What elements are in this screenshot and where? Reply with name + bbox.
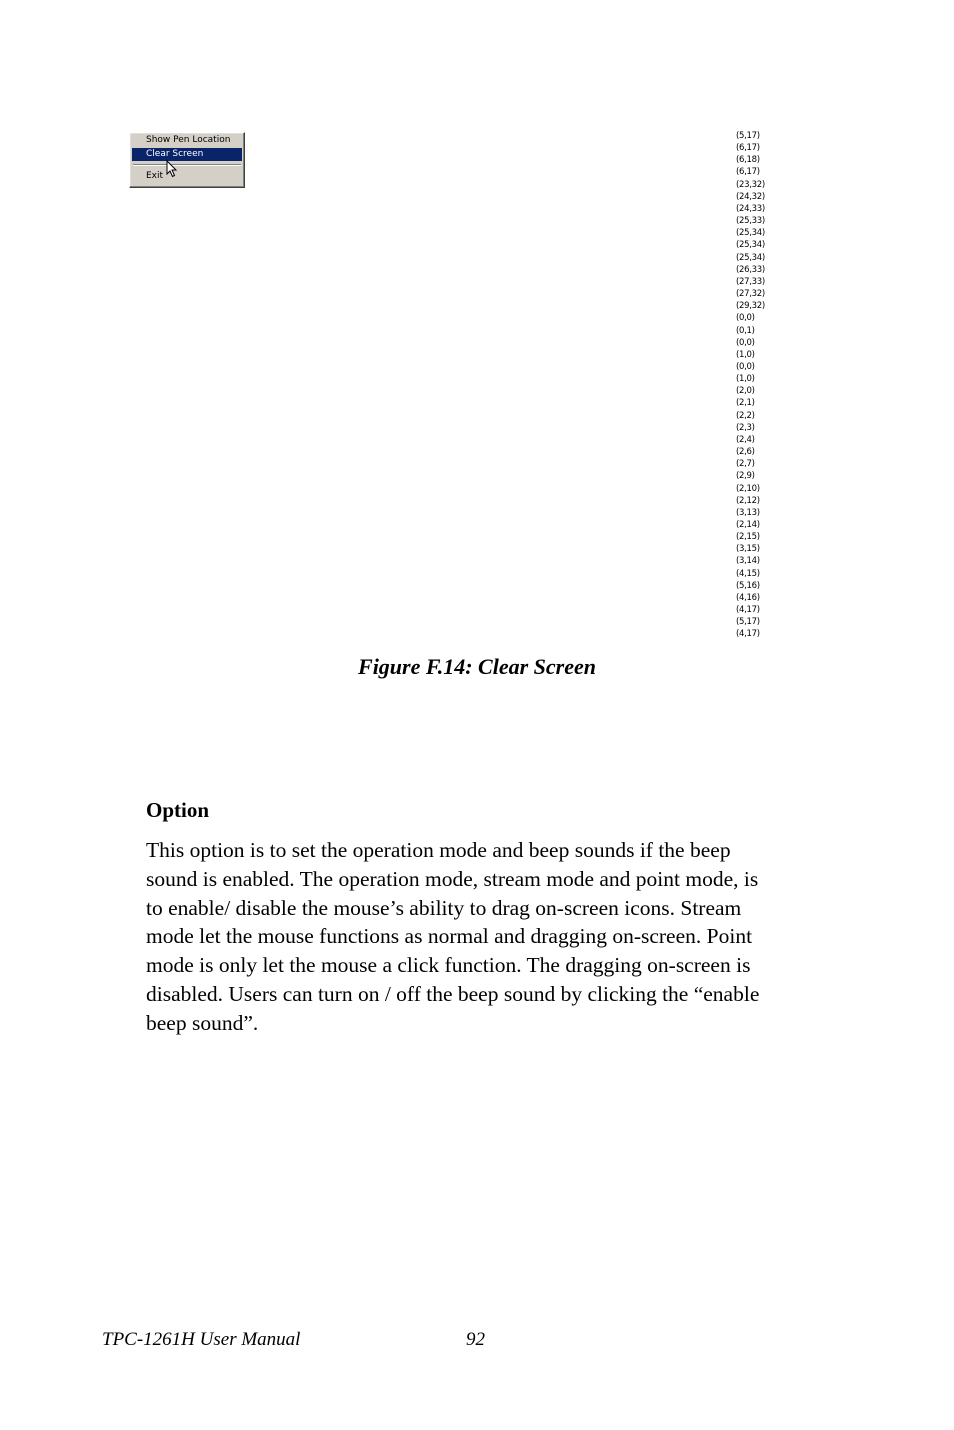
coordinate-entry: (2,14)	[736, 520, 760, 530]
coordinate-entry: (3,15)	[736, 544, 760, 555]
body-line: This option is to set the operation mode and beep sounds if the beep	[146, 838, 731, 862]
coordinate-entry: (24,32)	[736, 191, 765, 202]
coordinate-entry: (2,7)	[736, 459, 755, 470]
body-line: mode let the mouse functions as normal and dragging on-screen. Point	[146, 924, 753, 949]
coordinate-entry: (24,33)	[736, 203, 765, 214]
coordinate-entry: (0,0)	[736, 313, 755, 324]
context-menu	[129, 132, 245, 188]
coordinate-entry: (2,12)	[736, 495, 760, 506]
figure-caption: Figure F.14: Clear Screen	[358, 654, 596, 679]
coordinate-entry: (2,3)	[736, 422, 755, 433]
body-line: sound is enabled. The operation mode, stream mode and point mode, is	[146, 866, 759, 891]
coordinate-entry: (1,0)	[736, 349, 755, 360]
menu-item-exit[interactable]: Exit	[146, 171, 164, 181]
body-line: to enable/ disable the mouse’s ability to drag on-screen icons. Stream	[146, 895, 742, 920]
coordinate-entry: (23,32)	[736, 179, 765, 190]
body-line: mode is only let the mouse a click function. The dragging on-screen is	[146, 953, 751, 978]
coordinate-entry: (5,16)	[736, 580, 760, 591]
pen-location-list	[736, 130, 765, 641]
coordinate-entry: (25,34)	[736, 252, 765, 263]
coordinate-entry: (4,17)	[736, 629, 760, 640]
footer-manual-title: TPC-1261H User Manual	[102, 1329, 301, 1350]
coordinate-entry: (1,0)	[736, 374, 755, 385]
coordinate-entry: (29,32)	[736, 301, 765, 312]
coordinate-entry: (2,9)	[736, 471, 755, 482]
coordinate-entry: (2,4)	[736, 434, 755, 445]
coordinate-entry: (6,17)	[736, 167, 760, 178]
coordinate-entry: (3,14)	[736, 556, 760, 567]
coordinate-entry: (2,2)	[736, 410, 755, 421]
coordinate-entry: (5,17)	[736, 617, 760, 628]
coordinate-entry: (2,10)	[736, 483, 760, 494]
body-paragraph	[146, 836, 846, 1038]
coordinate-entry: (2,0)	[736, 386, 755, 397]
menu-item-show-pen-location[interactable]: Show Pen Location	[146, 135, 231, 145]
coordinate-entry: (25,34)	[736, 228, 765, 239]
coordinate-entry: (0,1)	[736, 325, 755, 336]
coordinate-entry: (2,1)	[736, 398, 755, 409]
coordinate-entry: (26,33)	[736, 264, 765, 275]
coordinate-entry: (5,17)	[736, 131, 760, 141]
arrow-pointer-icon	[166, 160, 178, 178]
coordinate-entry: (0,0)	[736, 337, 755, 348]
coordinate-entry: (25,34)	[736, 240, 765, 251]
menu-separator	[133, 164, 241, 166]
coordinate-entry: (0,0)	[736, 361, 755, 372]
body-line: disabled. Users can turn on / off the beep sound by clicking the “enable	[146, 981, 760, 1006]
coordinate-entry: (6,18)	[736, 155, 760, 166]
coordinate-entry: (4,15)	[736, 568, 760, 579]
coordinate-entry: (4,17)	[736, 605, 760, 616]
coordinate-entry: (27,33)	[736, 276, 765, 287]
body-line: beep sound”.	[146, 1010, 259, 1035]
coordinate-entry: (27,32)	[736, 289, 765, 300]
section-heading: Option	[146, 798, 210, 822]
coordinate-entry: (25,33)	[736, 216, 765, 227]
coordinate-entry: (2,6)	[736, 447, 755, 458]
coordinate-entry: (2,15)	[736, 532, 760, 543]
menu-item-clear-screen[interactable]: Clear Screen	[132, 148, 242, 161]
coordinate-entry: (3,13)	[736, 507, 760, 518]
coordinate-entry: (6,17)	[736, 143, 760, 154]
coordinate-entry: (4,16)	[736, 592, 760, 603]
footer-page-number: 92	[466, 1329, 485, 1350]
